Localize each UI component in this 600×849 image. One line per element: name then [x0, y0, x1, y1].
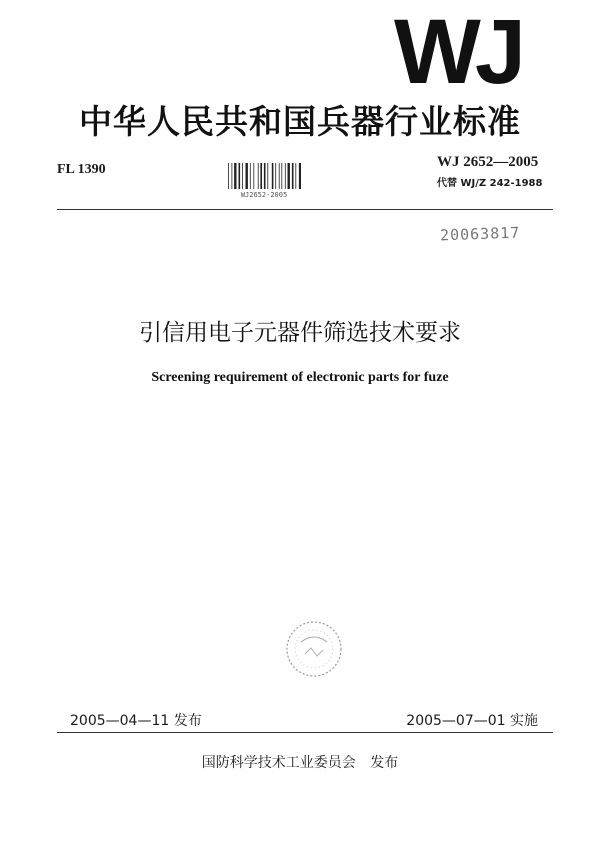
implementation-date: 2005—07—01 实施: [406, 713, 538, 729]
replaces-standard: 代替 WJ/Z 242-1988: [437, 178, 543, 189]
bottom-divider: [57, 732, 553, 733]
standard-number: WJ 2652—2005: [437, 154, 539, 170]
handwritten-number: 20063817: [439, 223, 521, 245]
issue-date: 2005—04—11 发布: [70, 713, 202, 729]
top-divider: [57, 209, 553, 210]
wj-logo: WJ: [394, 1, 520, 103]
barcode-caption: WJ2652-2005: [240, 191, 288, 199]
stamp-seal-icon: [283, 618, 345, 680]
publisher: 国防科学技术工业委员会 发布: [201, 755, 399, 771]
classification-code: FL 1390: [57, 162, 106, 177]
document-title-cn: 引信用电子元器件筛选技术要求: [139, 320, 461, 346]
document-title-en: Screening requirement of electronic parts for fuze: [151, 370, 449, 385]
barcode-icon: [227, 163, 301, 189]
standard-category-title: 中华人民共和国兵器行业标准: [79, 102, 521, 141]
